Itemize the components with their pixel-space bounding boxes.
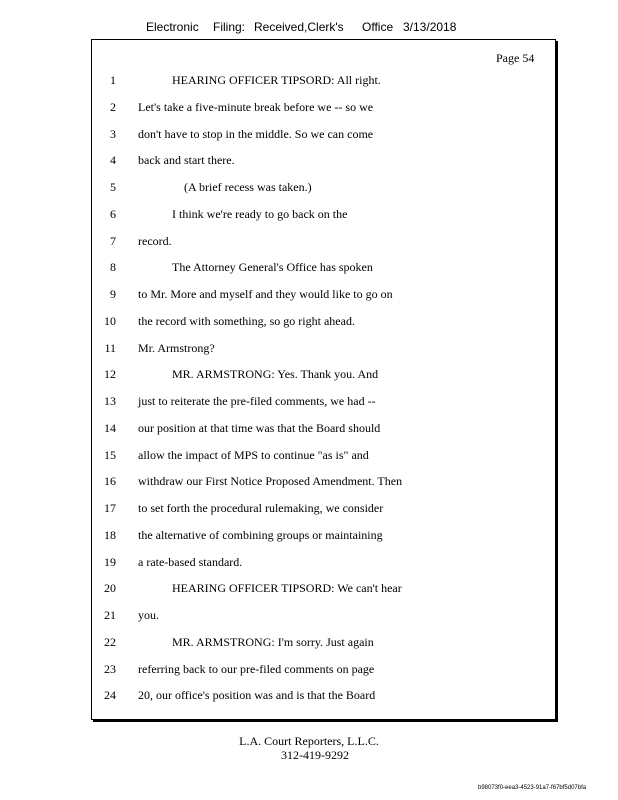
line-text: to Mr. More and myself and they would like to go on (138, 287, 393, 301)
header-office: Office (362, 20, 394, 34)
transcript-line (0, 100, 618, 116)
line-text: HEARING OFFICER TIPSORD: We can't hear (172, 581, 402, 596)
line-text: don't have to stop in the middle. So we can come (138, 126, 374, 141)
transcript-line (0, 260, 618, 276)
transcript-line (0, 394, 618, 410)
line-text: referring back to our pre-filed comments on page (138, 661, 375, 676)
footer-company: L.A. Court Reporters, L.L.C. (239, 734, 379, 748)
line-number: 11 (104, 340, 116, 355)
line-number: 18 (104, 527, 116, 542)
line-text: the record with something, so go right ahead. (138, 313, 355, 328)
transcript-line (0, 581, 618, 597)
line-number: 10 (104, 313, 116, 328)
line-text: I think we're ready to go back on the (172, 206, 348, 221)
transcript-line (0, 73, 618, 89)
line-text: MR. ARMSTRONG: I'm sorry. Just again (172, 634, 374, 649)
transcript-line (0, 367, 618, 383)
line-text: to set forth the procedural rulemaking, we consider (138, 501, 384, 515)
line-number: 22 (104, 634, 116, 649)
line-text: record. (138, 233, 172, 248)
line-number: 7 (110, 233, 116, 248)
transcript-line (0, 662, 618, 678)
line-text: our position at that time was that the Board should (138, 420, 381, 435)
line-number: 23 (104, 661, 116, 676)
line-number: 9 (110, 287, 116, 301)
transcript-line (0, 153, 618, 169)
line-text: a rate-based standard. (138, 554, 243, 569)
page-number: Page 54 (496, 51, 535, 65)
transcript-line (0, 287, 618, 303)
line-number: 6 (110, 206, 116, 221)
line-text: Let's take a five-minute break before we -- so we (138, 99, 374, 114)
line-text: (A brief recess was taken.) (184, 180, 312, 194)
line-text: allow the impact of MPS to continue "as is" and (138, 447, 369, 462)
transcript-line (0, 207, 618, 223)
line-text: withdraw our First Notice Proposed Amendment. Then (138, 474, 403, 489)
line-text: the alternative of combining groups or maintaining (138, 527, 383, 542)
line-text: MR. ARMSTRONG: Yes. Thank you. And (172, 367, 379, 382)
line-number: 14 (104, 420, 116, 435)
line-number: 1 (110, 73, 116, 87)
line-text: 20, our office's position was and is that the Board (138, 688, 376, 703)
filing-stamp-header (0, 20, 618, 36)
line-text: just to reiterate the pre-filed comments, we had -- (138, 394, 376, 408)
line-number: 24 (104, 688, 116, 703)
transcript-line (0, 448, 618, 464)
line-text: back and start there. (138, 153, 235, 168)
line-number: 12 (104, 367, 116, 382)
transcript-line (0, 341, 618, 357)
transcript-line (0, 608, 618, 624)
line-number: 4 (110, 153, 116, 168)
line-number: 2 (110, 99, 116, 114)
transcript-line (0, 528, 618, 544)
transcript-line (0, 314, 618, 330)
transcript-line (0, 127, 618, 143)
transcript-line (0, 501, 618, 517)
header-filing: Filing: (213, 20, 246, 34)
document-id: b98073f0-eea3-4523-91a7-f67bf5d07bfa (478, 785, 587, 791)
line-number: 21 (104, 608, 116, 622)
line-number: 17 (104, 501, 116, 515)
line-number: 19 (104, 554, 116, 569)
line-number: 5 (110, 180, 116, 194)
line-number: 15 (104, 447, 116, 462)
line-text: The Attorney General's Office has spoken (172, 260, 373, 275)
line-number: 3 (110, 126, 116, 141)
line-number: 16 (104, 474, 116, 489)
transcript-line (0, 555, 618, 571)
line-number: 8 (110, 260, 116, 275)
header-electronic: Electronic (146, 20, 199, 34)
line-text: Mr. Armstrong? (138, 340, 215, 355)
transcript-line (0, 421, 618, 437)
transcript-line (0, 474, 618, 490)
footer-phone: 312-419-9292 (281, 748, 349, 762)
transcript-line (0, 688, 618, 704)
line-text: you. (138, 608, 159, 622)
transcript-line (0, 234, 618, 250)
header-date: 3/13/2018 (403, 20, 457, 34)
transcript-line (0, 635, 618, 651)
line-text: HEARING OFFICER TIPSORD: All right. (172, 73, 381, 87)
line-number: 13 (104, 394, 116, 408)
transcript-line (0, 180, 618, 196)
header-received: Received,Clerk's (254, 20, 344, 34)
line-number: 20 (104, 581, 116, 596)
